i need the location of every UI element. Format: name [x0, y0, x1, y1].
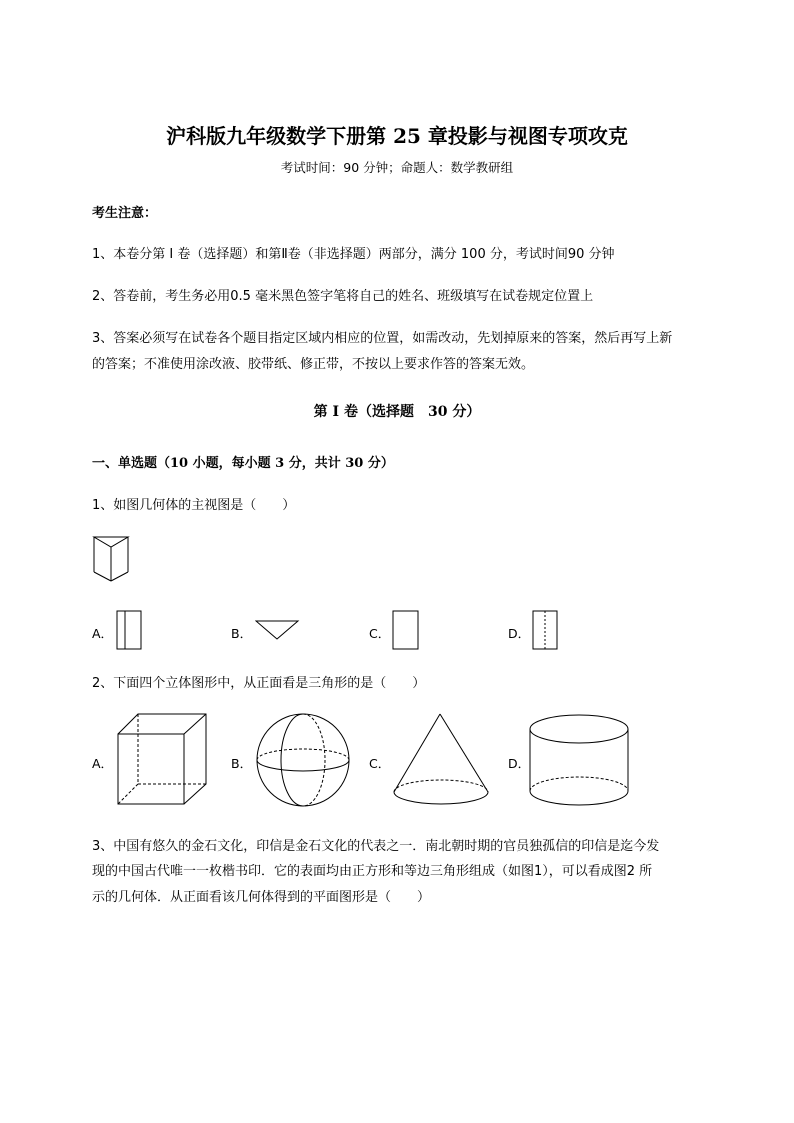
notice-item-3: 3、答案必须写在试卷各个题目指定区域内相应的位置，如需改动，先划掉原来的答案，然后再写上新	[92, 331, 673, 346]
question-3-line-1: 3、中国有悠久的金石文化，印信是金石文化的代表之一．南北朝时期的官员独孤信的印信是迄今发	[92, 839, 660, 854]
q2-option-c-label[interactable]: C．	[369, 756, 391, 771]
question-3-line-2: 现的中国古代唯一一枚楷书印．它的表面均由正方形和等边三角形组成（如图1），可以看成图2 所	[92, 864, 653, 879]
q2-option-d-label[interactable]: D．	[508, 756, 531, 771]
q2-cylinder-figure[interactable]	[528, 712, 632, 810]
exam-info: 考试时间：90 分钟；命题人：数学教研组	[280, 160, 514, 175]
notice-item-2: 2、答卷前，考生务必用0.5 毫米黑色签字笔将自己的姓名、班级填写在试卷规定位置上	[92, 289, 594, 304]
q1-option-a-figure[interactable]	[116, 610, 144, 652]
part-title: 一、单选题（10 小题，每小题 3 分，共计 30 分）	[92, 456, 394, 471]
notice-item-1: 1、本卷分第 I 卷（选择题）和第Ⅱ卷（非选择题）两部分，满分 100 分，考试时间90 分钟	[92, 247, 615, 262]
section-title: 第 I 卷（选择题 30 分）	[313, 404, 481, 420]
notice-heading: 考生注意：	[92, 206, 158, 221]
page-title: 沪科版九年级数学下册第 25 章投影与视图专项攻克	[166, 124, 628, 148]
q2-cone-figure[interactable]	[392, 712, 492, 810]
q2-cube-figure[interactable]	[112, 712, 212, 808]
q1-option-b-figure[interactable]	[255, 618, 300, 642]
q1-option-d-figure[interactable]	[532, 610, 560, 652]
q1-option-b-label[interactable]: B．	[231, 626, 253, 641]
q2-option-b-label[interactable]: B．	[231, 756, 253, 771]
question-2-text: 2、下面四个立体图形中，从正面看是三角形的是（ ）	[92, 676, 426, 691]
question-3-line-3: 示的几何体．从正面看该几何体得到的平面图形是（ ）	[92, 890, 431, 905]
q1-prism-figure	[92, 534, 132, 584]
q2-sphere-figure[interactable]	[253, 712, 353, 810]
q1-option-c-label[interactable]: C．	[369, 626, 391, 641]
q1-option-d-label[interactable]: D．	[508, 626, 531, 641]
notice-item-3-cont: 的答案；不准使用涂改液、胶带纸、修正带，不按以上要求作答的答案无效。	[92, 357, 535, 372]
q2-option-a-label[interactable]: A．	[92, 756, 114, 771]
q1-option-c-figure[interactable]	[392, 610, 420, 652]
q1-option-a-label[interactable]: A．	[92, 626, 114, 641]
question-1-text: 1、如图几何体的主视图是（ ）	[92, 498, 296, 513]
